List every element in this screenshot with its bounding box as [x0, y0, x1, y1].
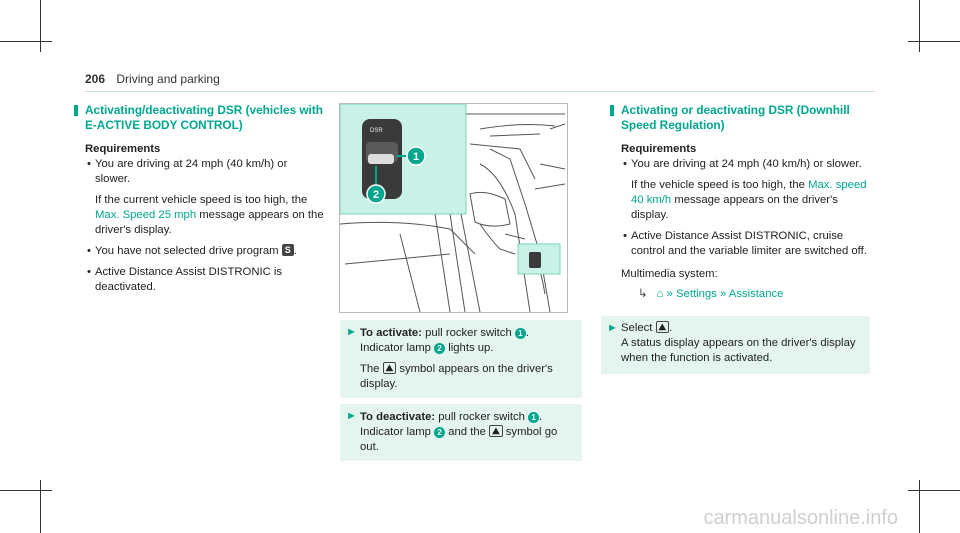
watermark: carmanualsonline.info — [703, 507, 898, 529]
note-paragraph: If the current vehicle speed is too high, the Max. Speed 25 mph message appears on the driver's display. — [95, 194, 324, 236]
path-assistance: Assistance — [728, 288, 784, 300]
callout-1: 1 — [528, 412, 539, 423]
section-heading: Activating/deactivating DSR (vehicles with E-ACTIVE BODY CONTROL) — [74, 103, 324, 133]
svg-text:DSR: DSR — [370, 128, 383, 134]
note-paragraph: If the vehicle speed is too high, the Max. speed 40 km/h message appears on the driver's display. — [631, 179, 867, 221]
column-right — [607, 103, 870, 374]
figure-rocker-switch — [339, 103, 568, 313]
crop-mark — [919, 0, 920, 52]
crop-mark — [40, 480, 41, 533]
crop-mark — [908, 490, 960, 491]
column-middle-steps — [346, 320, 582, 461]
page-number: 206 — [85, 72, 106, 86]
menu-path-hook-icon: ↳ — [638, 288, 648, 300]
step-activate: ► To activate: pull rocker switch 1 . Indicator lamp 2 lights up. The ⛰ symbol appears on the driver's display. — [340, 320, 582, 398]
requirements-heading: Requirements — [85, 143, 161, 155]
downhill-speed-icon: ⛰ — [383, 362, 397, 374]
downhill-speed-icon: ⛰ — [656, 321, 670, 333]
path-separator-icon: » — [666, 288, 673, 300]
crop-mark — [0, 41, 52, 42]
requirements-list — [74, 157, 324, 295]
list-item: • You have not selected drive program S . — [74, 244, 324, 259]
callout-1: 1 — [515, 328, 526, 339]
requirements-heading: Requirements — [621, 143, 697, 155]
page-header — [85, 72, 220, 86]
crop-mark — [40, 0, 41, 52]
crop-mark — [0, 490, 52, 491]
callout-2: 2 — [434, 343, 445, 354]
column-left — [74, 103, 324, 295]
section-title: Driving and parking — [116, 72, 220, 86]
step-arrow-icon: ► — [607, 322, 618, 334]
step-select: ► Select ⛰ . A status display appears on the driver's display when the function is activated. — [601, 316, 870, 374]
list-item: • Active Distance Assist DISTRONIC is deactivated. — [74, 265, 324, 295]
crop-mark — [919, 480, 920, 533]
drive-program-s-icon: S — [282, 244, 294, 256]
menu-path — [638, 287, 870, 302]
list-item: • You are driving at 24 mph (40 km/h) or slower. If the vehicle speed is too high, the Max. speed 40 km/h message appears on the driver's display. — [610, 157, 870, 223]
display-message: Max. speed 40 km/h — [631, 179, 867, 206]
header-rule — [85, 91, 875, 92]
requirements-list — [610, 157, 870, 259]
downhill-speed-icon: ⛰ — [489, 425, 503, 437]
multimedia-label: Multimedia system: — [621, 268, 718, 280]
display-message: Max. Speed 25 mph — [95, 209, 197, 221]
path-settings: Settings — [676, 288, 717, 300]
callout-2: 2 — [372, 189, 380, 201]
step-deactivate: ► To deactivate: pull rocker switch 1 . Indicator lamp 2 and the ⛰ symbol go out. — [340, 404, 582, 461]
console-illustration — [340, 104, 567, 312]
step-arrow-icon: ► — [346, 326, 357, 338]
list-item: • Active Distance Assist DISTRONIC, cruise control and the variable limiter are switched off. — [610, 229, 870, 259]
home-icon: ⌂ — [656, 288, 664, 300]
list-item: • You are driving at 24 mph (40 km/h) or slower. If the current vehicle speed is too high, the Max. Speed 25 mph message appears on the driver's display. — [74, 157, 324, 238]
crop-mark — [908, 41, 960, 42]
callout-2: 2 — [434, 427, 445, 438]
step-arrow-icon: ► — [346, 410, 357, 422]
callout-1: 1 — [412, 151, 420, 163]
path-separator-icon: » — [719, 288, 727, 300]
section-heading: Activating or deactivating DSR (Downhill Speed Regulation) — [610, 103, 870, 133]
